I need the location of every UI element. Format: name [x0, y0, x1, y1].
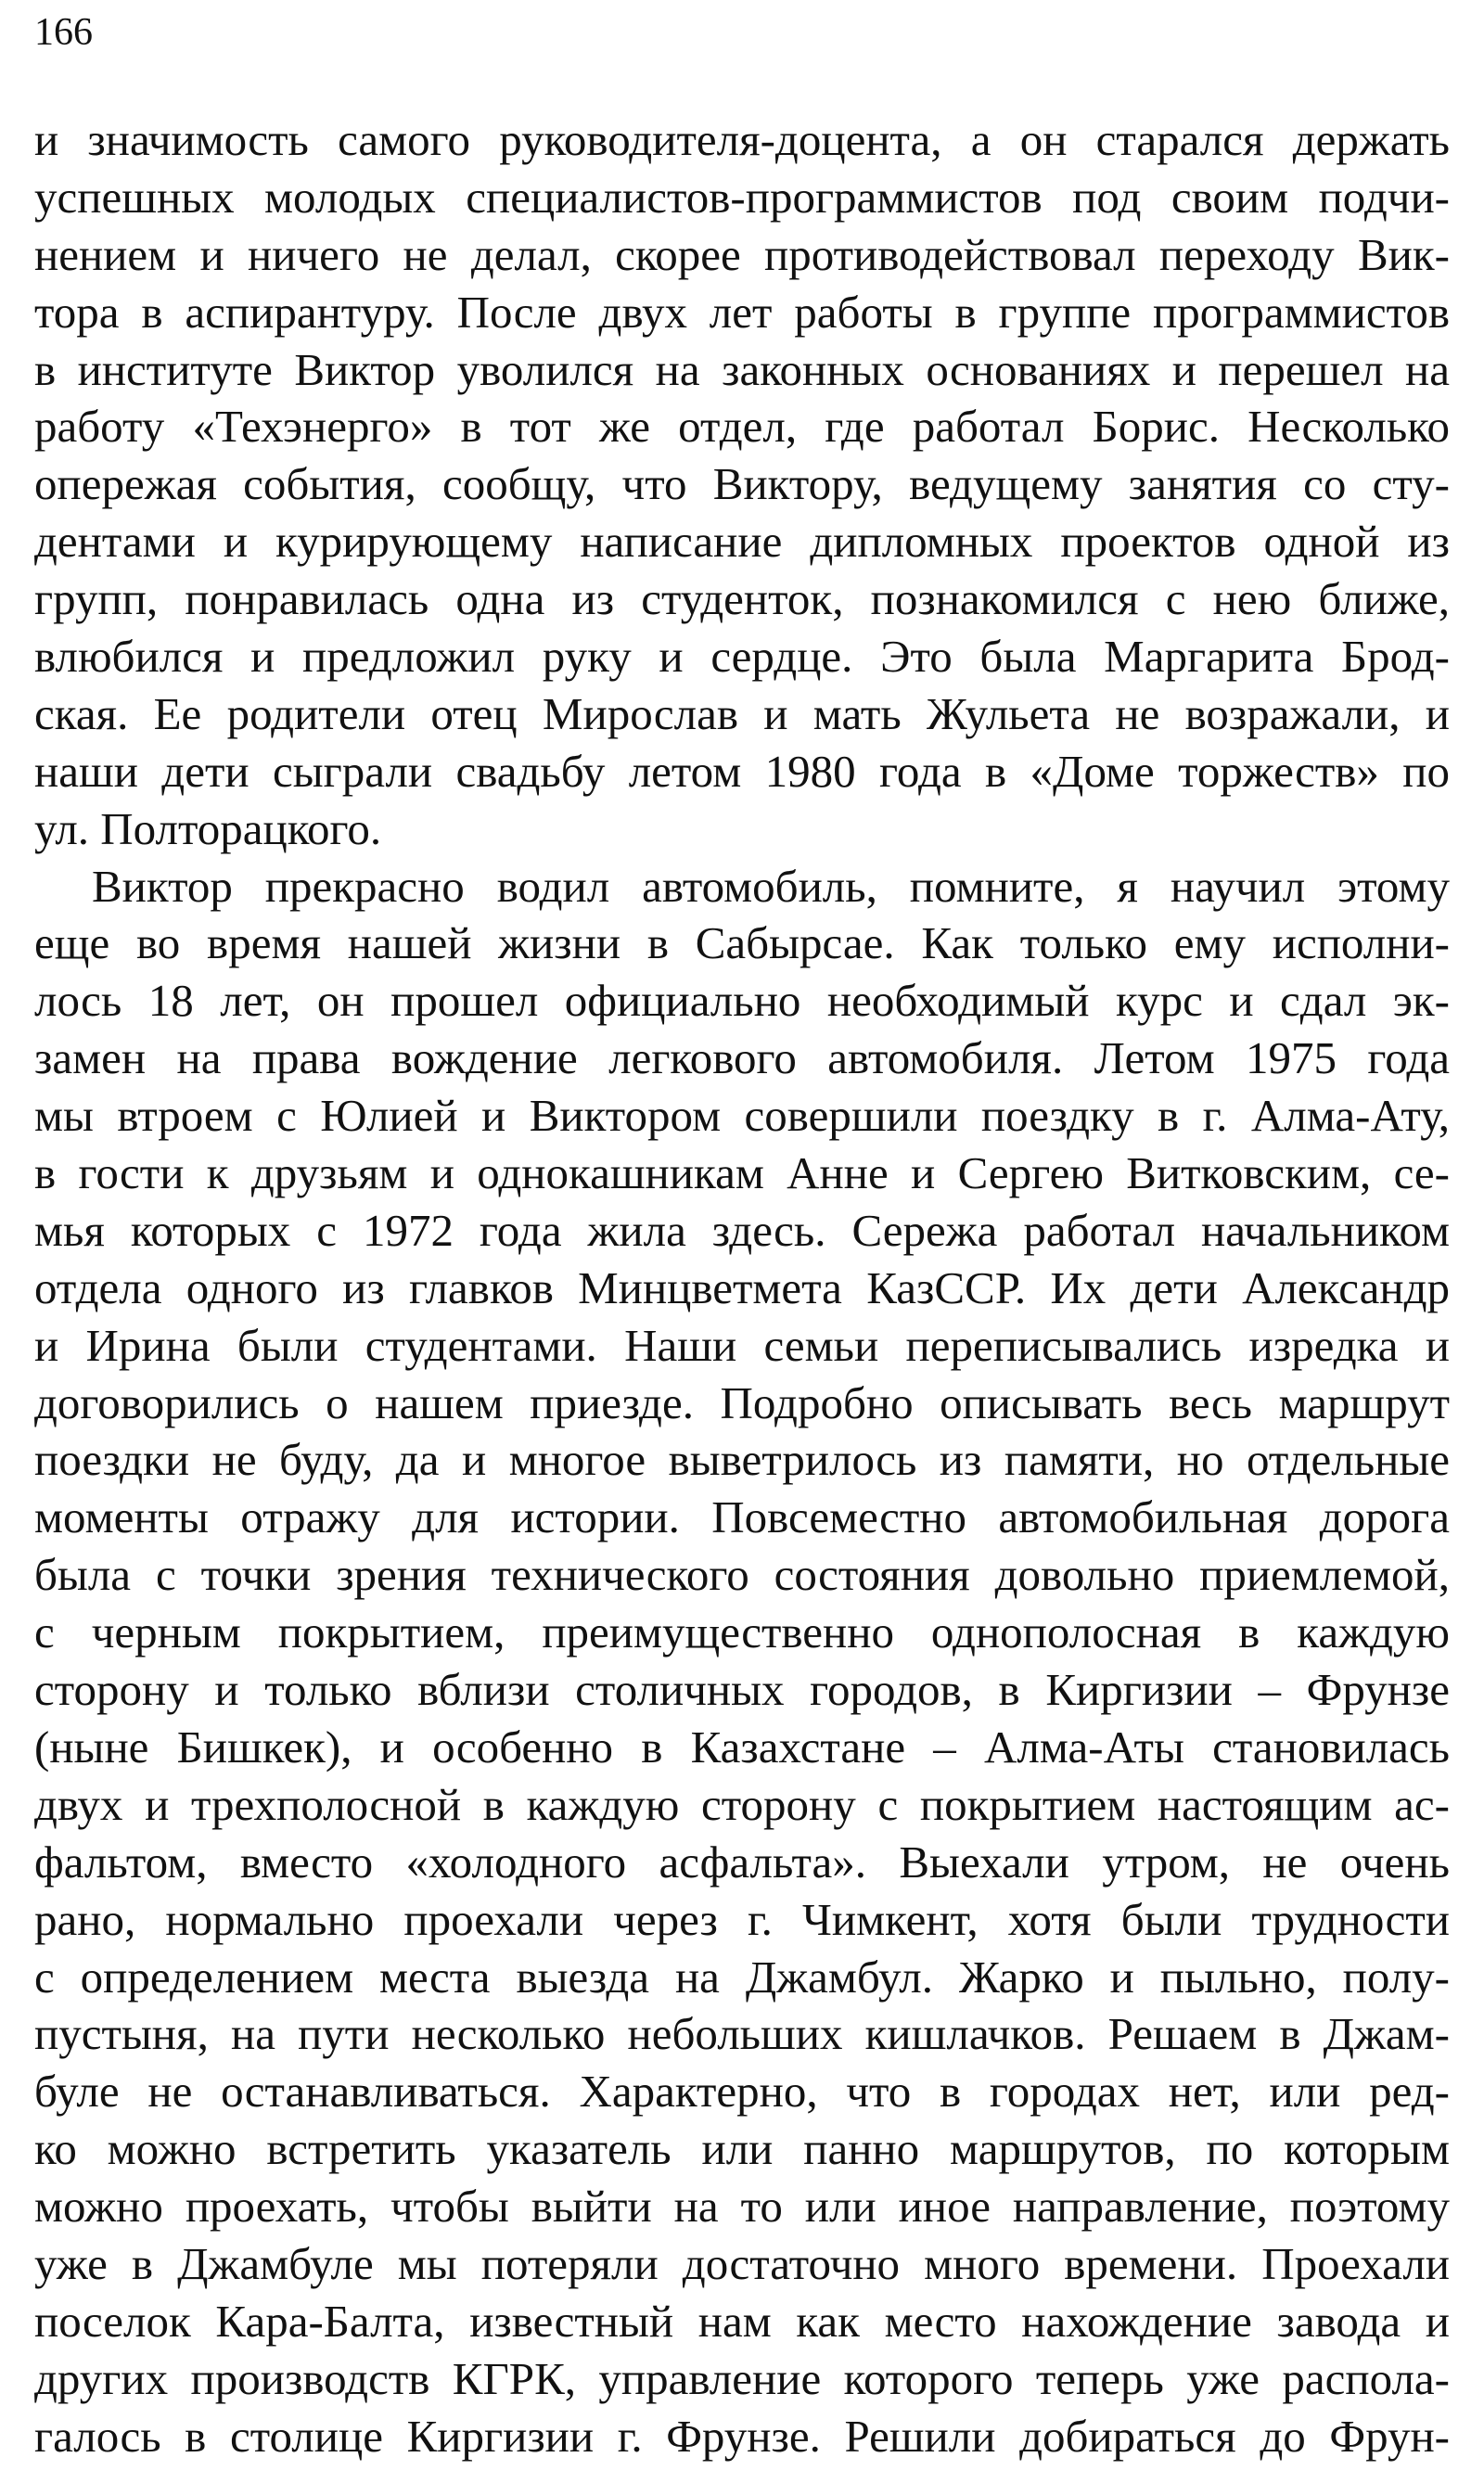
text-line: мы втроем с Юлией и Виктором совершили поездку в г. Алма-Ату, — [34, 1090, 1450, 1142]
text-line: была с точки зрения технического состояния довольно приемлемой, — [34, 1549, 1450, 1601]
page-number: 166 — [34, 11, 93, 54]
text-line: галось в столице Киргизии г. Фрунзе. Решили добираться до Фрун- — [34, 2410, 1450, 2462]
text-line: дентами и курирующему написание дипломных проектов одной из — [34, 516, 1450, 568]
text-line: и Ирина были студентами. Наши семьи переписывались изредка и — [34, 1319, 1450, 1371]
text-line: отдела одного из главков Минцветмета КазССР. Их дети Александр — [34, 1261, 1450, 1313]
text-line: ул. Полторацкого. — [34, 802, 382, 854]
text-line: можно проехать, чтобы выйти на то или иное направление, поэтому — [34, 2181, 1450, 2233]
text-line: работу «Техэнерго» в тот же отдел, где работал Борис. Несколько — [34, 401, 1450, 453]
paragraph-2 — [34, 858, 1450, 2465]
text-line: Виктор прекрасно водил автомобиль, помните, я научил этому — [92, 860, 1450, 912]
text-line: влюбился и предложил руку и сердце. Это была Маргарита Брод- — [34, 631, 1450, 683]
text-line: двух и трехполосной в каждую сторону с покрытием настоящим ас- — [34, 1778, 1450, 1830]
text-line: в гости к друзьям и однокашникам Анне и Сергею Витковским, се- — [34, 1147, 1450, 1199]
text-line: моменты отражу для истории. Повсеместно автомобильная дорога — [34, 1491, 1450, 1543]
paragraph-1 — [34, 111, 1450, 858]
text-line: тора в аспирантуру. После двух лет работы в группе программистов — [34, 286, 1450, 338]
text-line: и значимость самого руководителя-доцента, а он старался держать — [34, 114, 1450, 165]
text-line: групп, понравилась одна из студенток, познакомился с нею ближе, — [34, 573, 1450, 625]
text-line: еще во время нашей жизни в Сабырсае. Как только ему исполни- — [34, 917, 1450, 969]
text-line: буле не останавливаться. Характерно, что в городах нет, или ред- — [34, 2066, 1450, 2118]
text-line: поселок Кара-Балта, известный нам как место нахождение завода и — [34, 2295, 1450, 2347]
text-line: поездки не буду, да и многое выветрилось из памяти, но отдельные — [34, 1434, 1450, 1486]
text-line: сторону и только вблизи столичных городов, в Киргизии – Фрунзе — [34, 1664, 1450, 1716]
text-line: нением и ничего не делал, скорее противодействовал переходу Вик- — [34, 228, 1450, 280]
text-line: фальтом, вместо «холодного асфальта». Выехали утром, не очень — [34, 1836, 1450, 1888]
text-line: замен на права вождение легкового автомобиля. Летом 1975 года — [34, 1032, 1450, 1084]
text-line: договорились о нашем приезде. Подробно описывать весь маршрут — [34, 1376, 1450, 1428]
text-line: опережая события, сообщу, что Виктору, ведущему занятия со сту- — [34, 458, 1450, 510]
text-line: с определением места выезда на Джамбул. Жарко и пыльно, полу- — [34, 1951, 1450, 2003]
text-line: уже в Джамбуле мы потеряли достаточно много времени. Проехали — [34, 2237, 1450, 2289]
text-line: с черным покрытием, преимущественно однополосная в каждую — [34, 1606, 1450, 1658]
text-line: успешных молодых специалистов-программистов под своим подчи- — [34, 171, 1450, 223]
text-line: наши дети сыграли свадьбу летом 1980 года в «Доме торжеств» по — [34, 745, 1450, 797]
text-line: мья которых с 1972 года жила здесь. Сережа работал начальником — [34, 1204, 1450, 1256]
text-line: других производств КГРК, управление которого теперь уже распола- — [34, 2352, 1450, 2404]
text-line: пустыня, на пути несколько небольших кишлачков. Решаем в Джам- — [34, 2008, 1450, 2060]
text-line: ко можно встретить указатель или панно маршрутов, по которым — [34, 2123, 1450, 2175]
text-line: рано, нормально проехали через г. Чимкент, хотя были трудности — [34, 1893, 1450, 1945]
text-line: в институте Виктор уволился на законных основаниях и перешел на — [34, 343, 1450, 395]
body-text — [34, 111, 1450, 2465]
text-line: ская. Ее родители отец Мирослав и мать Жульета не возражали, и — [34, 687, 1450, 739]
text-line: лось 18 лет, он прошел официально необходимый курс и сдал эк- — [34, 975, 1450, 1027]
text-line: (ныне Бишкек), и особенно в Казахстане – Алма-Аты становилась — [34, 1721, 1450, 1773]
